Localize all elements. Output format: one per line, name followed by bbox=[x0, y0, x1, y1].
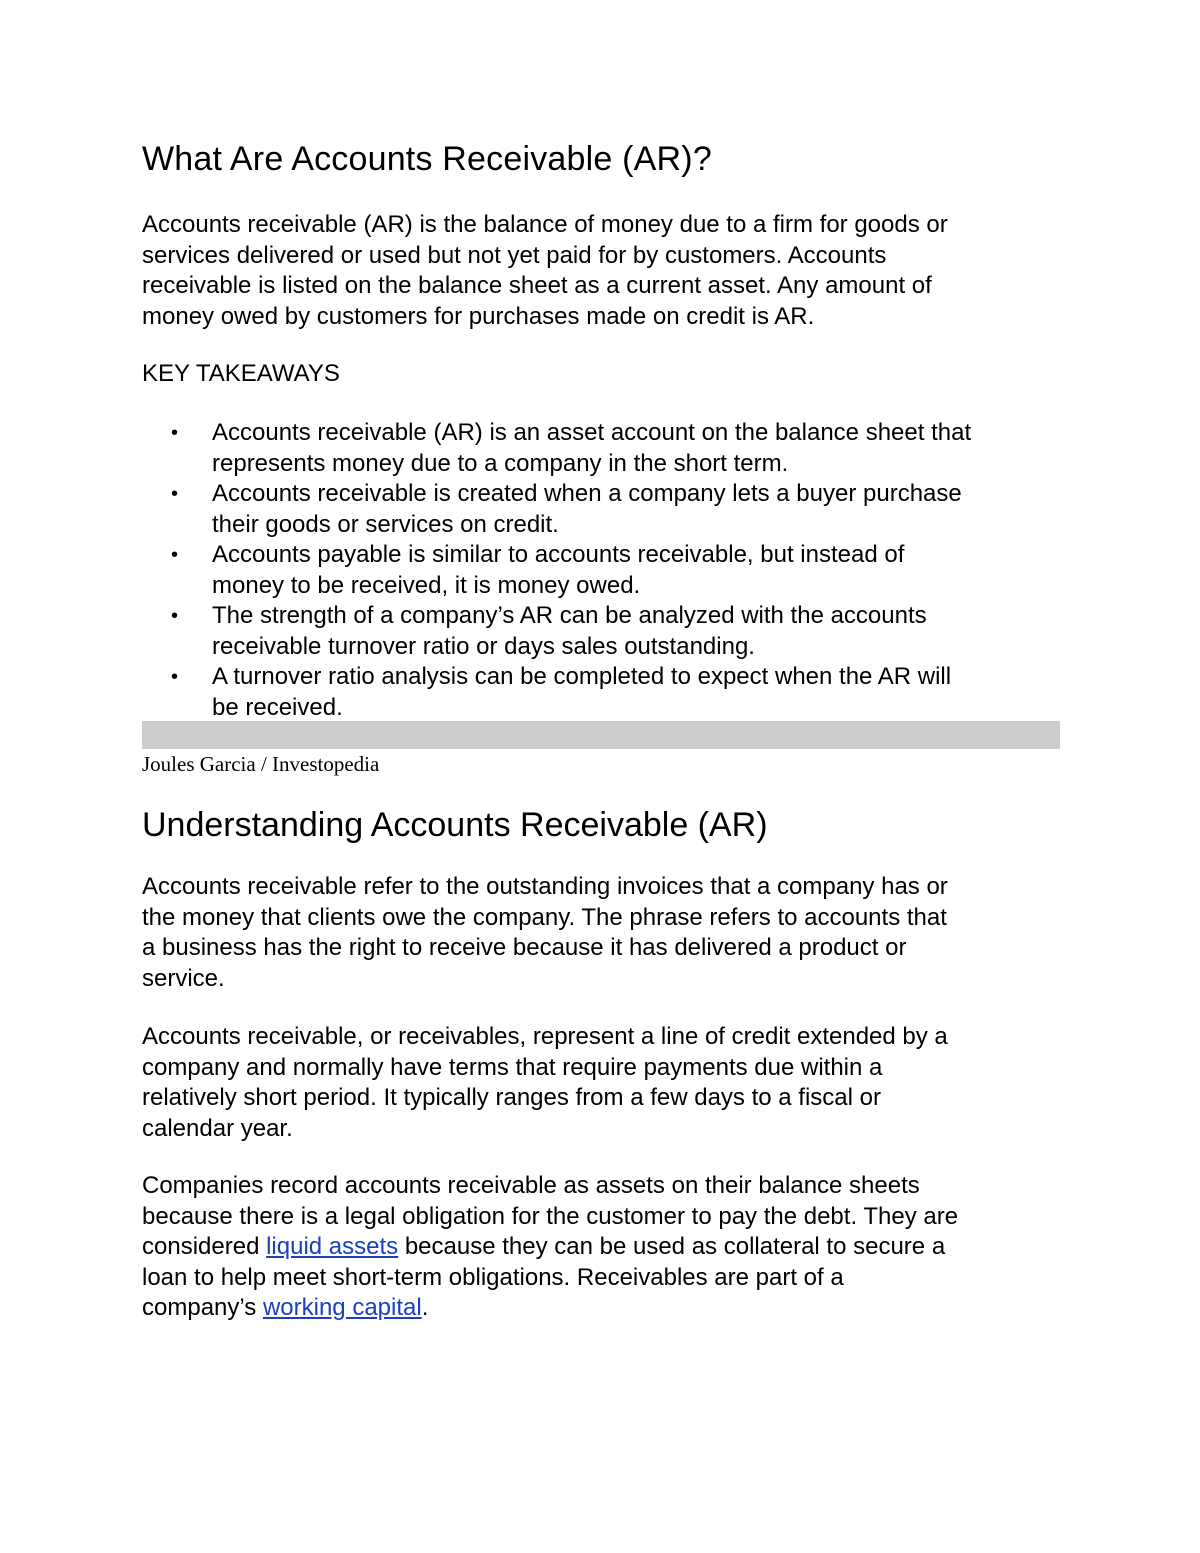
bullet-icon: • bbox=[171, 422, 179, 444]
paragraph-line: Companies record accounts receivable as assets on their balance sheets bbox=[142, 1172, 920, 1199]
text-span: company’s bbox=[142, 1294, 263, 1321]
working-capital-link[interactable]: working capital bbox=[262, 1294, 422, 1321]
list-item-text: their goods or services on credit. bbox=[212, 510, 559, 538]
paragraph-line: calendar year. bbox=[142, 1114, 293, 1142]
list-item-text: be received. bbox=[212, 693, 343, 721]
paragraph-line: Accounts receivable refer to the outstanding invoices that a company has or bbox=[142, 873, 948, 900]
paragraph-line: a business has the right to receive because it has delivered a product or bbox=[142, 934, 907, 961]
paragraph-line: the money that clients owe the company. The phrase refers to accounts that bbox=[142, 903, 947, 931]
intro-line: Accounts receivable (AR) is the balance of money due to a firm for goods or bbox=[142, 211, 948, 238]
image-placeholder bbox=[142, 721, 1060, 749]
key-takeaways-list bbox=[142, 418, 1060, 723]
text-span: . bbox=[421, 1294, 429, 1321]
bullet-icon: • bbox=[171, 544, 179, 566]
intro-line: services delivered or used but not yet paid for by customers. Accounts bbox=[142, 241, 887, 269]
intro-line: money owed by customers for purchases made on credit is AR. bbox=[142, 302, 815, 330]
paragraph-line: because there is a legal obligation for the customer to pay the debt. They are bbox=[142, 1202, 959, 1230]
paragraph-line: company and normally have terms that require payments due within a bbox=[142, 1053, 883, 1081]
bullet-icon: • bbox=[171, 666, 179, 688]
section-heading: Understanding Accounts Receivable (AR) bbox=[142, 806, 768, 844]
text-span: because they can be used as collateral to secure a bbox=[398, 1233, 946, 1260]
liquid-assets-link[interactable]: liquid assets bbox=[266, 1233, 399, 1260]
list-item-text: Accounts payable is similar to accounts receivable, but instead of bbox=[212, 541, 905, 568]
paragraph-1 bbox=[142, 872, 1060, 994]
key-takeaways-label: KEY TAKEAWAYS bbox=[142, 360, 340, 387]
text-span: considered bbox=[142, 1233, 267, 1260]
paragraph-line bbox=[142, 1232, 1060, 1263]
paragraph-line: service. bbox=[142, 964, 225, 992]
list-item bbox=[142, 601, 1060, 662]
list-item-text: money to be received, it is money owed. bbox=[212, 571, 641, 599]
list-item-text: represents money due to a company in the short term. bbox=[212, 449, 789, 477]
list-item-text: Accounts receivable is created when a company lets a buyer purchase bbox=[212, 480, 962, 507]
paragraph-line: loan to help meet short-term obligations. Receivables are part of a bbox=[142, 1263, 844, 1291]
list-item bbox=[142, 418, 1060, 479]
list-item-text: The strength of a company’s AR can be analyzed with the accounts bbox=[212, 602, 927, 629]
list-item-text: Accounts receivable (AR) is an asset account on the balance sheet that bbox=[212, 419, 972, 446]
intro-paragraph bbox=[142, 210, 1060, 332]
paragraph-line: relatively short period. It typically ranges from a few days to a fiscal or bbox=[142, 1084, 881, 1111]
image-caption: Joules Garcia / Investopedia bbox=[142, 752, 380, 776]
list-item bbox=[142, 662, 1060, 723]
list-item-text: receivable turnover ratio or days sales outstanding. bbox=[212, 632, 755, 660]
paragraph-line bbox=[142, 1293, 1060, 1324]
bullet-icon: • bbox=[171, 483, 179, 505]
paragraph-line: Accounts receivable, or receivables, represent a line of credit extended by a bbox=[142, 1023, 948, 1050]
page-title: What Are Accounts Receivable (AR)? bbox=[142, 140, 712, 178]
list-item bbox=[142, 479, 1060, 540]
list-item bbox=[142, 540, 1060, 601]
paragraph-2 bbox=[142, 1022, 1060, 1144]
list-item-text: A turnover ratio analysis can be completed to expect when the AR will bbox=[212, 663, 952, 690]
paragraph-3 bbox=[142, 1171, 1060, 1324]
bullet-icon: • bbox=[171, 605, 179, 627]
intro-line: receivable is listed on the balance sheet as a current asset. Any amount of bbox=[142, 272, 932, 299]
